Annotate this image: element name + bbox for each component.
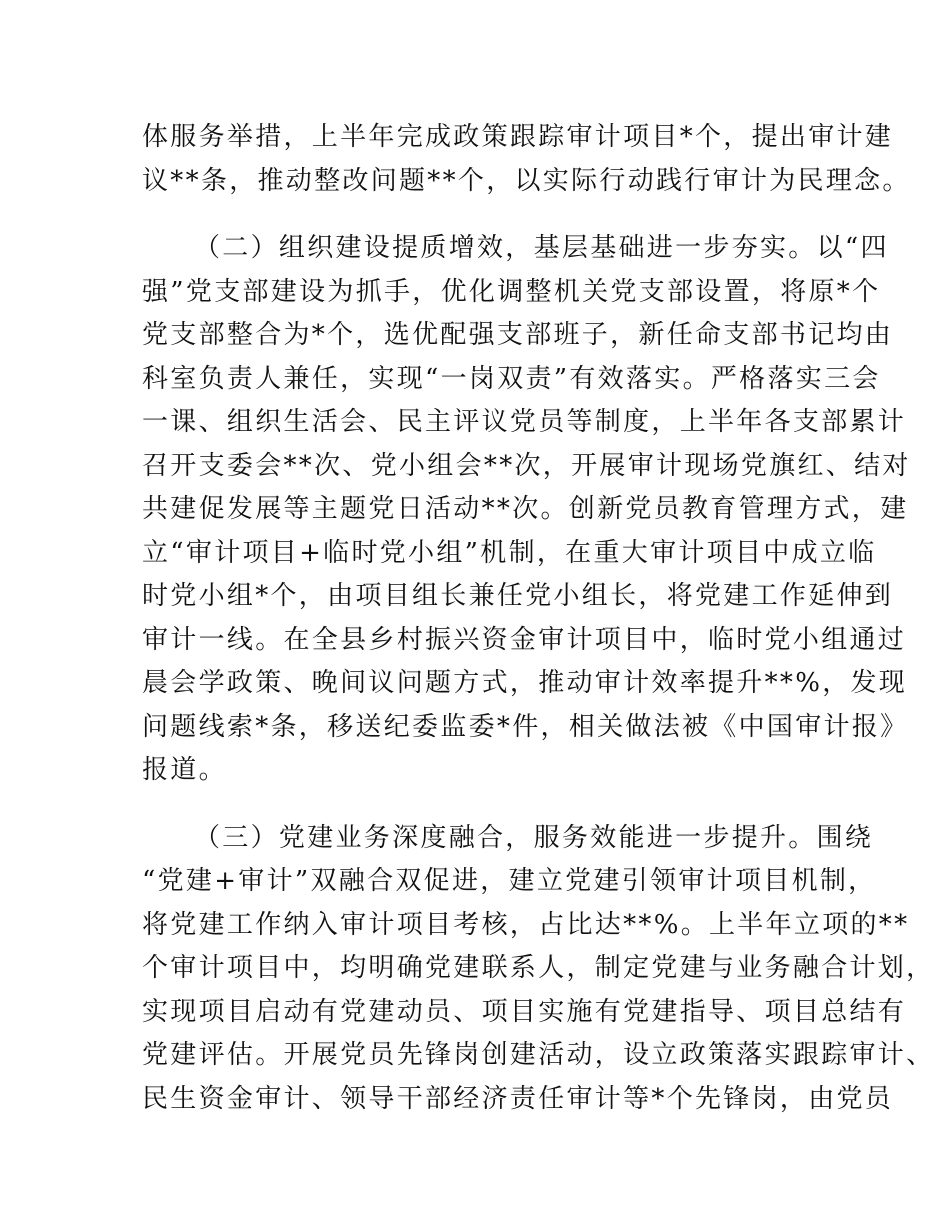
- document-body: [142, 116, 935, 1121]
- text-line: 立“审计项目+临时党小组”机制，在重大审计项目中成立临: [142, 537, 877, 568]
- text-line: 实现项目启动有党建动员、项目实施有党建指导、项目总结有: [142, 996, 907, 1027]
- text-line: 个审计项目中，均明确党建联系人，制定党建与业务融合计划，: [142, 953, 935, 983]
- text-line: 党支部整合为*个，选优配强支部班子，新任命支部书记均由: [142, 320, 894, 350]
- text-line: 民生资金审计、领导干部经济责任审计等*个先锋岗，由党员: [142, 1083, 894, 1114]
- text-line: 一课、组织生活会、民主评议党员等制度，上半年各支部累计: [142, 407, 907, 437]
- text-line: （三）党建业务深度融合，服务效能进一步提升。围绕: [194, 822, 874, 853]
- text-line: 强”党支部建设为抓手，优化调整机关党支部设置，将原*个: [142, 276, 881, 307]
- text-line: 问题线索*条，移送纪委监委*件，相关做法被《中国审计报》: [142, 711, 909, 742]
- text-line: 将党建工作纳入审计项目考核，占比达**%。上半年立项的**: [142, 909, 910, 940]
- paragraph-organization-building: [142, 227, 911, 793]
- text-line: 报道。: [142, 755, 227, 785]
- paragraph-party-business-integration: [142, 817, 935, 1122]
- text-line: 共建促发展等主题党日活动**次。创新党员教育管理方式，建: [142, 494, 909, 524]
- paragraph-continued: [142, 116, 911, 203]
- text-line: “党建+审计”双融合双促进，建立党建引领审计项目机制，: [142, 866, 877, 896]
- text-line: 审计一线。在全县乡村振兴资金审计项目中，临时党小组通过: [142, 624, 907, 655]
- text-line: 时党小组*个，由项目组长兼任党小组长，将党建工作延伸到: [142, 581, 894, 611]
- text-line: 晨会学政策、晚间议问题方式，推动审计效率提升**%，发现: [142, 668, 908, 698]
- text-line: 体服务举措，上半年完成政策跟踪审计项目*个，提出审计建: [142, 122, 894, 152]
- text-line: （二）组织建设提质增效，基层基础进一步夯实。以“四: [194, 233, 889, 263]
- text-line: 科室负责人兼任，实现“一岗双责”有效落实。严格落实三会: [142, 363, 881, 394]
- text-line: 议**条，推动整改问题**个，以实际行动践行审计为民理念。: [142, 165, 911, 196]
- text-line: 召开支委会**次、党小组会**次，开展审计现场党旗红、结对: [142, 450, 911, 481]
- text-line: 党建评估。开展党员先锋岗创建活动，设立政策落实跟踪审计、: [142, 1040, 935, 1070]
